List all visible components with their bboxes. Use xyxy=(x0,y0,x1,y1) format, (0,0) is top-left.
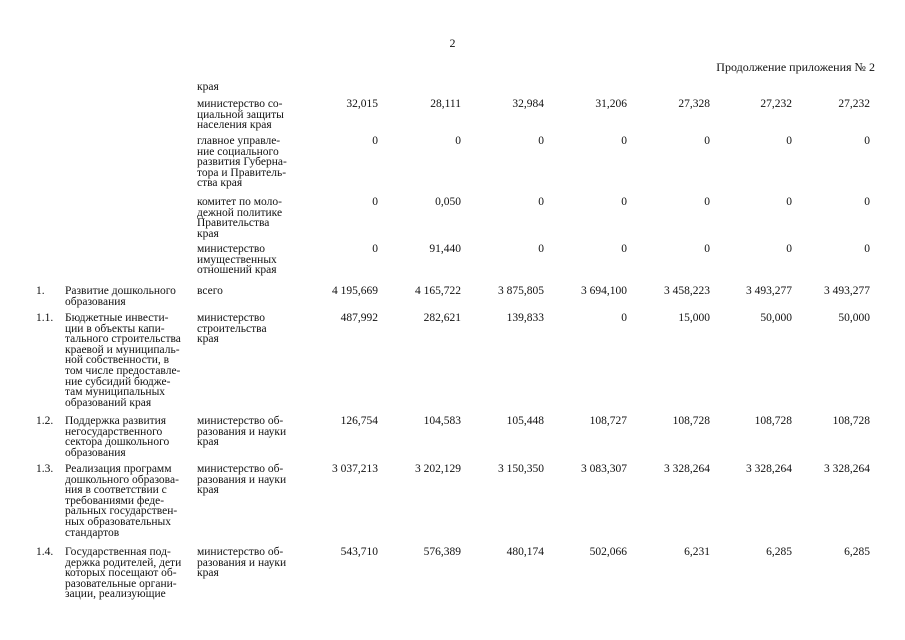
executor-name: главное управле- ние социального развития Губерна- тора и Правитель- ства края xyxy=(197,135,287,190)
value-cell: 4 195,669 xyxy=(332,285,378,297)
row-number: 1.4. xyxy=(36,546,54,558)
executor-name: министерство со- циальной защиты населения края xyxy=(197,98,284,132)
continuation-label: Продолжение приложения № 2 xyxy=(716,60,875,74)
value-cell: 0 xyxy=(864,196,870,208)
value-cell: 0 xyxy=(372,243,378,255)
value-cell: 139,833 xyxy=(506,312,544,324)
value-cell: 0,050 xyxy=(435,196,461,208)
value-cell: 3 328,264 xyxy=(824,463,870,475)
value-cell: 32,984 xyxy=(512,98,544,110)
value-cell: 108,727 xyxy=(589,415,627,427)
value-cell: 50,000 xyxy=(838,312,870,324)
value-cell: 0 xyxy=(786,135,792,147)
value-cell: 543,710 xyxy=(340,546,378,558)
executor-name: комитет по моло- дежной политике Правительства края xyxy=(197,196,283,240)
row-number: 1.2. xyxy=(36,415,54,427)
value-cell: 3 083,307 xyxy=(581,463,627,475)
executor-name: министерство об- разования и науки края xyxy=(197,463,287,497)
value-cell: 502,066 xyxy=(589,546,627,558)
row-number: 1.3. xyxy=(36,463,54,475)
row-number: 1.1. xyxy=(36,312,54,324)
value-cell: 0 xyxy=(704,135,710,147)
value-cell: 6,231 xyxy=(684,546,710,558)
value-cell: 108,728 xyxy=(672,415,710,427)
value-cell: 3 493,277 xyxy=(824,285,870,297)
row-number: 1. xyxy=(36,285,45,297)
value-cell: 50,000 xyxy=(760,312,792,324)
value-cell: 3 694,100 xyxy=(581,285,627,297)
executor-name: министерство об- разования и науки края xyxy=(197,546,287,580)
value-cell: 0 xyxy=(704,196,710,208)
value-cell: 28,111 xyxy=(430,98,461,110)
value-cell: 282,621 xyxy=(423,312,461,324)
value-cell: 105,448 xyxy=(506,415,544,427)
value-cell: 31,206 xyxy=(595,98,627,110)
value-cell: 0 xyxy=(704,243,710,255)
value-cell: 3 328,264 xyxy=(664,463,710,475)
executor-name: всего xyxy=(197,285,223,297)
value-cell: 27,232 xyxy=(838,98,870,110)
value-cell: 576,389 xyxy=(423,546,461,558)
value-cell: 0 xyxy=(621,135,627,147)
value-cell: 487,992 xyxy=(340,312,378,324)
program-name: Государственная под- держка родителей, дети которых посещают об- разовательные органи- зации, реализующие xyxy=(65,546,182,601)
value-cell: 108,728 xyxy=(832,415,870,427)
value-cell: 126,754 xyxy=(340,415,378,427)
value-cell: 6,285 xyxy=(766,546,792,558)
value-cell: 0 xyxy=(786,196,792,208)
program-name: Развитие дошкольного образования xyxy=(65,285,176,308)
value-cell: 6,285 xyxy=(844,546,870,558)
value-cell: 480,174 xyxy=(506,546,544,558)
value-cell: 0 xyxy=(621,312,627,324)
value-cell: 104,583 xyxy=(423,415,461,427)
value-cell: 3 875,805 xyxy=(498,285,544,297)
page-number: 2 xyxy=(449,36,456,50)
value-cell: 0 xyxy=(864,135,870,147)
value-cell: 3 150,350 xyxy=(498,463,544,475)
value-cell: 0 xyxy=(538,135,544,147)
executor-name: министерство имущественных отношений края xyxy=(197,243,277,277)
value-cell: 27,328 xyxy=(678,98,710,110)
value-cell: 0 xyxy=(621,196,627,208)
value-cell: 3 493,277 xyxy=(746,285,792,297)
value-cell: 32,015 xyxy=(346,98,378,110)
value-cell: 108,728 xyxy=(754,415,792,427)
program-name: Бюджетные инвести- ции в объекты капи- тального строительства краевой и муниципаль- ной собственности, в том числе предоставле- ние субсидий бюдже- там муниципальных образований края xyxy=(65,312,181,409)
value-cell: 0 xyxy=(864,243,870,255)
value-cell: 3 037,213 xyxy=(332,463,378,475)
value-cell: 3 458,223 xyxy=(664,285,710,297)
value-cell: 0 xyxy=(455,135,461,147)
value-cell: 27,232 xyxy=(760,98,792,110)
executor-name: министерство строительства края xyxy=(197,312,267,346)
executor-name: министерство об- разования и науки края xyxy=(197,415,287,449)
value-cell: 0 xyxy=(372,196,378,208)
value-cell: 0 xyxy=(538,196,544,208)
value-cell: 15,000 xyxy=(678,312,710,324)
program-name: Реализация программ дошкольного образова- ния в соответствии с требованиями феде- ральных государствен- ных образовательных стандартов xyxy=(65,463,179,539)
value-cell: 0 xyxy=(621,243,627,255)
executor-name: края xyxy=(197,81,219,93)
value-cell: 3 202,129 xyxy=(415,463,461,475)
value-cell: 91,440 xyxy=(429,243,461,255)
program-name: Поддержка развития негосударственного сектора дошкольного образования xyxy=(65,415,170,459)
value-cell: 3 328,264 xyxy=(746,463,792,475)
value-cell: 0 xyxy=(538,243,544,255)
value-cell: 4 165,722 xyxy=(415,285,461,297)
value-cell: 0 xyxy=(372,135,378,147)
value-cell: 0 xyxy=(786,243,792,255)
